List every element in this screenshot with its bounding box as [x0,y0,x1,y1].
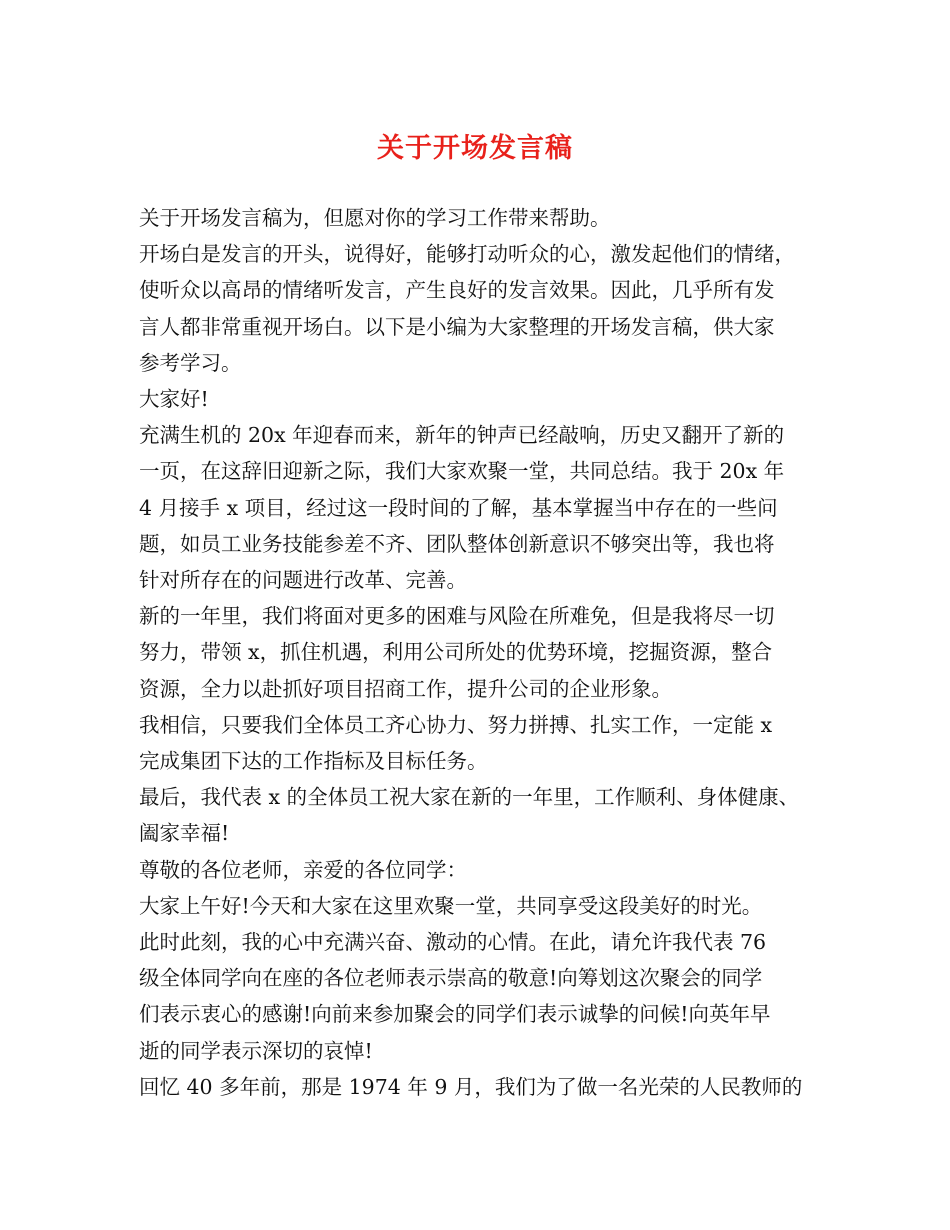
text-line: 努力，带领 x，抓住机遇，利用公司所处的优势环境，挖掘资源，整合 [139,640,773,665]
text-line: 逝的同学表示深切的哀悼! [139,1038,373,1063]
text-line: 开场白是发言的开头，说得好，能够打动听众的心，激发起他们的情绪， [139,242,795,267]
text-line: 大家上午好!今天和大家在这里欢聚一堂，共同享受这段美好的时光。 [139,893,763,918]
text-line: 回忆 40 多年前，那是 1974 年 9 月，我们为了做一名光荣的人民教师的 [139,1074,803,1099]
text-line: 关于开场发言稿为，但愿对你的学习工作带来帮助。 [139,206,611,230]
text-line: 完成集团下达的工作指标及目标任务。 [139,749,488,774]
document-title: 关于开场发言稿 [377,133,573,164]
text-line: 言人都非常重视开场白。以下是小编为大家整理的开场发言稿，供大家 [139,314,775,339]
text-line: 级全体同学向在座的各位老师表示崇高的敬意!向筹划这次聚会的同学 [139,966,763,991]
text-line: 新的一年里，我们将面对更多的困难与风险在所难免，但是我将尽一切 [139,604,775,629]
text-line: 针对所存在的问题进行改革、完善。 [139,568,467,593]
document-body [139,200,829,1105]
text-line: 大家好! [139,387,209,412]
text-line: 尊敬的各位老师，亲爱的各位同学： [139,857,467,882]
text-line: 最后，我代表 x 的全体员工祝大家在新的一年里，工作顺利、身体健康、 [139,785,800,810]
text-line: 此时此刻，我的心中充满兴奋、激动的心情。在此，请允许我代表 76 [139,930,767,955]
text-line: 们表示衷心的感谢!向前来参加聚会的同学们表示诚挚的问候!向英年早 [139,1002,771,1027]
text-line: 使听众以高昂的情绪听发言，产生良好的发言效果。因此，几乎所有发 [139,278,775,303]
text-line: 一页，在这辞旧迎新之际，我们大家欢聚一堂，共同总结。我于 20x 年 [139,459,785,484]
text-line: 阖家幸福! [139,821,230,846]
text-line: 充满生机的 20x 年迎春而来，新年的钟声已经敲响，历史又翻开了新的 [139,423,785,448]
text-line: 资源，全力以赴抓好项目招商工作，提升公司的企业形象。 [139,676,672,701]
text-line: 4 月接手 x 项目，经过这一段时间的了解，基本掌握当中存在的一些问 [139,495,778,520]
text-line: 参考学习。 [139,350,242,375]
text-line: 我相信，只要我们全体员工齐心协力、努力拼搏、扎实工作，一定能 x [139,712,773,737]
text-line: 题，如员工业务技能参差不齐、团队整体创新意识不够突出等，我也将 [139,531,775,556]
